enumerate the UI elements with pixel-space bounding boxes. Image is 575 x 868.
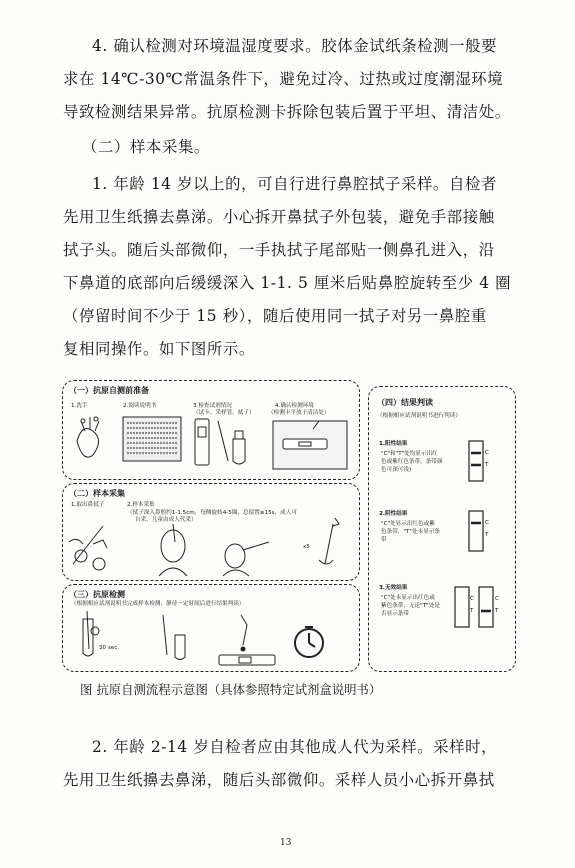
detection-section-box	[62, 584, 360, 672]
page-number: 13	[280, 838, 292, 848]
dropper-card-icon	[219, 615, 275, 665]
step-sample-label: 2.样本采集	[127, 502, 155, 508]
step-check-reagent-label: 3.检查试剂情况	[193, 403, 232, 409]
positive-strip-icon	[469, 441, 483, 481]
hands-icon	[77, 417, 99, 457]
invalid-desc-3: 否显示条带	[381, 611, 409, 617]
test-line-label: T	[470, 608, 474, 614]
test-card-icon	[273, 421, 347, 469]
text-line: 2. 年龄 2-14 岁自检者应由其他成人代为采样。采样时，	[92, 738, 498, 756]
text-line: 先用卫生纸擤去鼻涕，随后头部微仰。采样人员小心拆开鼻拭	[63, 771, 495, 789]
rotate-icon	[319, 518, 339, 564]
timer-icon	[295, 627, 323, 657]
negative-desc-3: 带	[381, 537, 387, 543]
test-line-label: T	[485, 462, 489, 468]
negative-desc-1: "C"处显示出红色或紫	[381, 521, 435, 527]
invalid-result-label: 3.无效结果	[379, 585, 408, 591]
sampling-note-line1: （拭子深入鼻腔约1-1.5cm，每侧旋转4-5圈，总留置≥15s，成人可	[127, 510, 297, 516]
text-line: 1. 年龄 14 岁以上的，可自行进行鼻腔拭子采样。自检者	[92, 175, 497, 193]
control-line-label: C	[485, 520, 489, 526]
negative-desc-2: 色条带，"T"处未显示条	[381, 529, 440, 535]
step-take-swab-label: 1.取出鼻拭子	[71, 502, 105, 508]
step-check-reagent-note: （试卡、采样管、拭子）	[193, 410, 255, 416]
invalid-desc-2: 紫色条带，无论"T"处是	[381, 603, 440, 609]
section-heading: （二）样本采集。	[82, 138, 210, 156]
sampling-illustrations	[63, 484, 359, 580]
positive-desc-1: "C"和"T"处均显示出红	[381, 451, 438, 457]
antigen-test-flow-figure	[62, 380, 518, 675]
tube-swab-icon	[83, 611, 99, 656]
figure-caption: 图 抗原自测流程示意图（具体参照特定试剂盒说明书）	[80, 682, 382, 697]
text-line: 拭子头。随后头部微仰，一手执拭子尾部贴一侧鼻孔进入，沿	[63, 241, 495, 259]
detection-section-title: （三）抗原检测	[69, 590, 125, 599]
text-line: 复相同操作。如下图所示。	[63, 340, 255, 358]
text-line: 先用卫生纸擤去鼻涕。小心拆开鼻拭子外包装，避免手部接触	[63, 208, 495, 226]
detection-note: （根据相应试剂说明书完成样本检测，静待一定时间后进行结果判读）	[71, 601, 245, 607]
nasal-swab-icon	[223, 542, 269, 576]
results-section-title: （四）结果判读	[377, 398, 433, 407]
time-label: 30 sec.	[99, 645, 120, 651]
prep-section-box	[62, 380, 360, 480]
test-line-label: T	[485, 532, 489, 538]
text-line: 下鼻道的底部向后缓缓深入 1-1. 5 厘米后贴鼻腔旋转至少 4 圈	[63, 274, 512, 292]
negative-result-label: 2.阴性结果	[379, 511, 408, 517]
text-line: 导致检测结果异常。抗原检测卡拆除包装后置于平坦、清洁处。	[63, 103, 511, 121]
control-line-label: C	[495, 596, 499, 602]
prep-illustrations	[63, 381, 359, 479]
positive-desc-2: 色或紫红色条带，条带颜	[381, 459, 443, 465]
results-section-box	[368, 386, 516, 672]
positive-desc-3: 色可深可浅)	[381, 467, 412, 473]
sampling-section-title: （二）样本采集	[69, 489, 125, 498]
sampling-note-line2: 自采，儿童由成人代采）	[135, 517, 197, 523]
control-line-label: C	[485, 450, 489, 456]
repeat-count-label: x5	[303, 544, 310, 550]
test-line-label: T	[495, 608, 499, 614]
text-line: 求在 14℃-30℃常温条件下，避免过冷、过热或过度潮湿环境	[63, 70, 504, 88]
invalid-strip-icon	[455, 587, 493, 627]
invalid-desc-1: "C"处未显示出红色或	[381, 595, 435, 601]
reagent-icon	[195, 419, 245, 465]
step-environment-note: （检测卡平放于清洁处）	[268, 410, 330, 416]
manual-icon	[123, 417, 181, 461]
negative-strip-icon	[469, 511, 483, 551]
control-line-label: C	[470, 596, 474, 602]
step-read-manual-label: 2.阅读说明书	[123, 403, 157, 409]
tube-icon	[163, 615, 185, 660]
positive-result-label: 1.阳性结果	[379, 441, 408, 447]
detection-illustrations	[63, 585, 359, 671]
person-face-icon	[159, 524, 187, 576]
swab-package-icon	[69, 526, 107, 570]
text-line: 4. 确认检测对环境温湿度要求。胶体金试纸条检测一般要	[92, 37, 498, 55]
step-wash-hands-label: 1.洗手	[71, 403, 88, 409]
step-environment-label: 4.确认检测环境	[275, 403, 314, 409]
result-strips	[369, 387, 515, 671]
sampling-section-box	[62, 483, 360, 581]
results-note: （根据相应试剂说明书进行判读）	[377, 413, 461, 419]
prep-section-title: （一）抗原自测前准备	[69, 386, 149, 395]
text-line: （停留时间不少于 15 秒），随后使用同一拭子对另一鼻腔重	[63, 307, 487, 325]
